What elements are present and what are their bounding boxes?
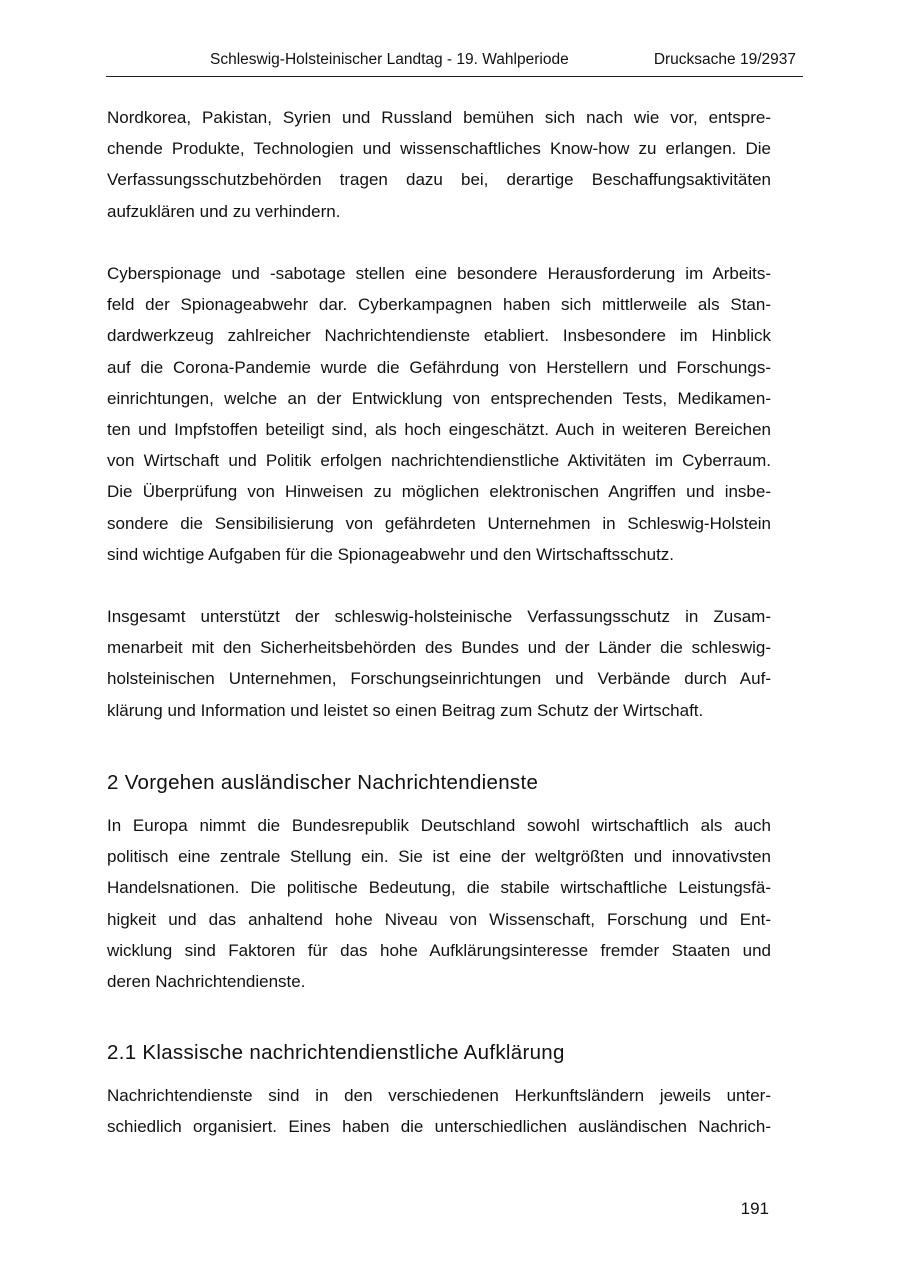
- page-header: [106, 51, 803, 75]
- text-line: aufzuklären und zu verhindern.: [107, 201, 341, 221]
- text-line: von Wirtschaft und Politik erfolgen nachrichtendienstliche Aktivitäten im Cyberraum.: [107, 451, 771, 471]
- text-line: schiedlich organisiert. Eines haben die unterschiedlichen ausländischen Nachrich-: [107, 1117, 771, 1137]
- text-line: Verfassungsschutzbehörden tragen dazu bei, derartige Beschaffungsaktivitäten: [107, 170, 771, 190]
- text-line: einrichtungen, welche an der Entwicklung von entsprechenden Tests, Medikamen-: [107, 388, 771, 408]
- text-line: menarbeit mit den Sicherheitsbehörden des Bundes und der Länder die schleswig-: [107, 638, 771, 658]
- text-line: higkeit und das anhaltend hohe Niveau von Wissenschaft, Forschung und Ent-: [107, 909, 771, 929]
- paragraph-1: [107, 102, 771, 227]
- text-line: sondere die Sensibilisierung von gefährdeten Unternehmen in Schleswig-Holstein: [107, 513, 771, 533]
- text-line: chende Produkte, Technologien und wissenschaftliches Know-how zu erlangen. Die: [107, 139, 771, 159]
- page-number: 191: [740, 1199, 769, 1218]
- text-line: Die Überprüfung von Hinweisen zu möglichen elektronischen Angriffen und insbe-: [107, 482, 771, 502]
- text-line: Cyberspionage und -sabotage stellen eine besondere Herausforderung im Arbeits-: [107, 264, 771, 283]
- text-line: Handelsnationen. Die politische Bedeutung, die stabile wirtschaftliche Leistungsfä-: [107, 878, 771, 898]
- text-line: ten und Impfstoffen beteiligt sind, als hoch eingeschätzt. Auch in weiteren Bereichen: [107, 420, 771, 440]
- text-line: feld der Spionageabwehr dar. Cyberkampagnen haben sich mittlerweile als Stan-: [107, 295, 771, 315]
- text-line: Nordkorea, Pakistan, Syrien und Russland bemühen sich nach wie vor, entspre-: [107, 108, 771, 127]
- text-line: holsteinischen Unternehmen, Forschungseinrichtungen und Verbände durch Auf-: [107, 669, 771, 689]
- document-number: Drucksache 19/2937: [653, 51, 796, 68]
- text-line: Insgesamt unterstützt der schleswig-holsteinische Verfassungsschutz in Zusam-: [107, 607, 771, 626]
- text-line: In Europa nimmt die Bundesrepublik Deutschland sowohl wirtschaftlich als auch: [107, 816, 771, 835]
- paragraph-2: [107, 258, 771, 570]
- text-line: klärung und Information und leistet so einen Beitrag zum Schutz der Wirtschaft.: [107, 700, 704, 720]
- text-line: Nachrichtendienste sind in den verschiedenen Herkunftsländern jeweils unter-: [107, 1086, 771, 1105]
- header-title: Schleswig-Holsteinischer Landtag - 19. Wahlperiode: [210, 51, 569, 68]
- text-line: wicklung sind Faktoren für das hohe Aufklärungsinteresse fremder Staaten und: [107, 940, 771, 960]
- paragraph-3: [107, 601, 771, 726]
- header-rule: [106, 76, 803, 77]
- paragraph-5: [107, 1080, 771, 1142]
- section-heading-2: 2 Vorgehen ausländischer Nachrichtendienste: [107, 771, 539, 794]
- paragraph-4: [107, 810, 771, 997]
- text-line: dardwerkzeug zahlreicher Nachrichtendienste etabliert. Insbesondere im Hinblick: [107, 326, 771, 346]
- text-line: auf die Corona-Pandemie wurde die Gefährdung von Herstellern und Forschungs-: [107, 357, 771, 377]
- text-line: politisch eine zentrale Stellung ein. Sie ist eine der weltgrößten und innovativsten: [107, 847, 771, 867]
- section-heading-2-1: 2.1 Klassische nachrichtendienstliche Aufklärung: [107, 1041, 565, 1064]
- text-line: sind wichtige Aufgaben für die Spionageabwehr und den Wirtschaftsschutz.: [107, 544, 675, 564]
- text-line: deren Nachrichtendienste.: [107, 972, 306, 992]
